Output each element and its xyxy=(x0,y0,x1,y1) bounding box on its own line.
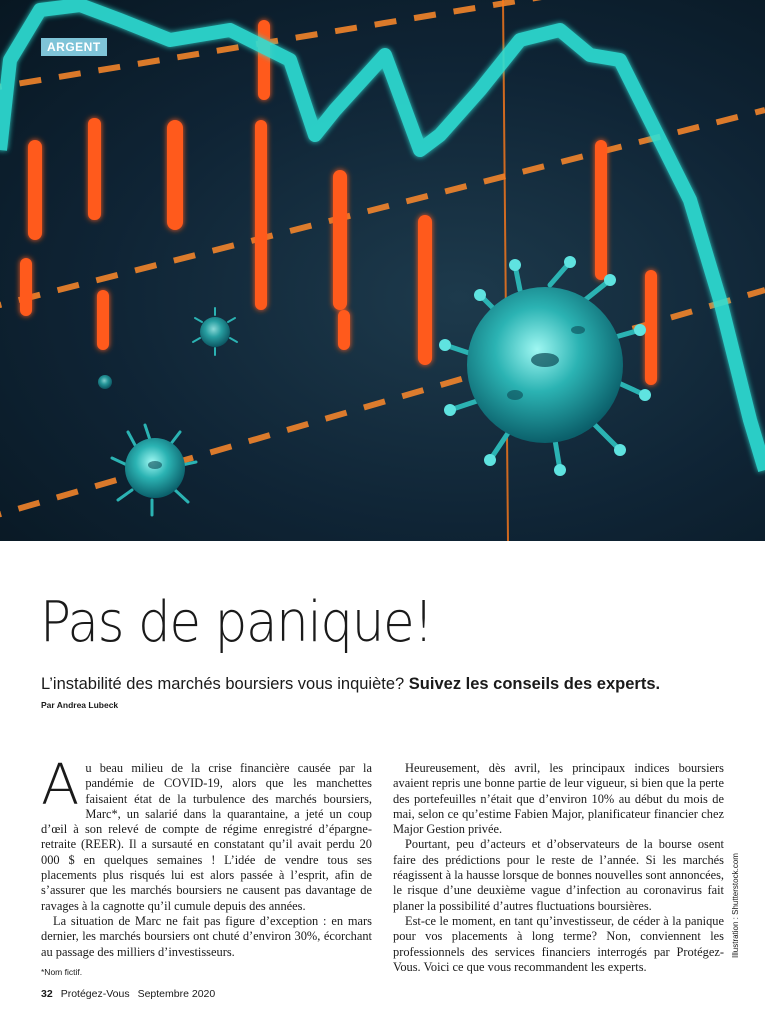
subtitle xyxy=(41,675,660,694)
page-title: Pas de panique! xyxy=(40,590,433,655)
virus-large xyxy=(439,256,651,476)
section-tag: ARGENT xyxy=(41,38,107,56)
subtitle-lead: L’instabilité des marchés boursiers vous inquiète? xyxy=(41,675,409,693)
magazine-name: Protégez-Vous xyxy=(60,988,130,1000)
article-column-2 xyxy=(393,761,724,975)
virus-small xyxy=(98,308,237,389)
paragraph-text: u beau milieu de la crise financière causée par la pandémie de COVID-19, alors que les manchettes faisaient état de la turbulence des marchés boursiers, Marc*, un salarié dans la quarantaine, a jeté un coup d’œil à son relevé de compte de régime enregistré d’épargne-retraite (REER). Il a sursauté en constatant qu’il avait perdu 20 000 $ en quelques semaines ! L’idée de vendre tous ses placements plus risqués lui est alors passée à l’esprit, afin de s’assurer que les marchés boursiers ne causent pas davantage de ravages à la cagnotte qu’il cumule depuis des années. xyxy=(41,761,372,913)
page-footer xyxy=(41,988,215,1000)
issue-date: Septembre 2020 xyxy=(137,988,216,1000)
image-credit: Illustration : Shutterstock.com xyxy=(731,853,740,958)
article-paragraph: Est-ce le moment, en tant qu’investisseur, de céder à la panique pour vos placements à long terme? Non, conviennent les professionnels des services financiers interrogés par Protégez-Vous. Voici ce que vous recommandent les experts. xyxy=(393,913,724,974)
virus-medium xyxy=(112,425,196,515)
article-paragraph xyxy=(41,753,372,914)
article-column-1 xyxy=(41,753,372,960)
drop-cap: A xyxy=(41,753,80,818)
article-paragraph: La situation de Marc ne fait pas figure d’exception : en mars dernier, les marchés boursiers ont chuté d’environ 30%, écorchant au passage des milliers d’investisseurs. xyxy=(41,913,372,959)
subtitle-bold: Suivez les conseils des experts. xyxy=(408,675,661,693)
footnote: *Nom fictif. xyxy=(41,967,83,977)
page-number: 32 xyxy=(41,988,53,1000)
byline: Par Andrea Lubeck xyxy=(41,700,119,710)
price-marker-line xyxy=(503,0,508,541)
article-paragraph: Heureusement, dès avril, les principaux indices boursiers avaient repris une bonne partie de leur vigueur, si bien que la perte des portefeuilles n’était que d’environ 10% au début du mois de mai, selon ce qu’estime Fabien Major, planificateur financier chez Major Gestion privée. xyxy=(393,761,724,837)
article-paragraph: Pourtant, peu d’acteurs et d’observateurs de la bourse osent faire des prédictions pour le reste de l’année. Si les marchés réagissent à la hausse lorsque de bonnes nouvelles sont annoncées, le risque d’une deuxième vague d’infection au coronavirus fait planer la possibilité d’autres fluctuations boursières. xyxy=(393,837,725,913)
